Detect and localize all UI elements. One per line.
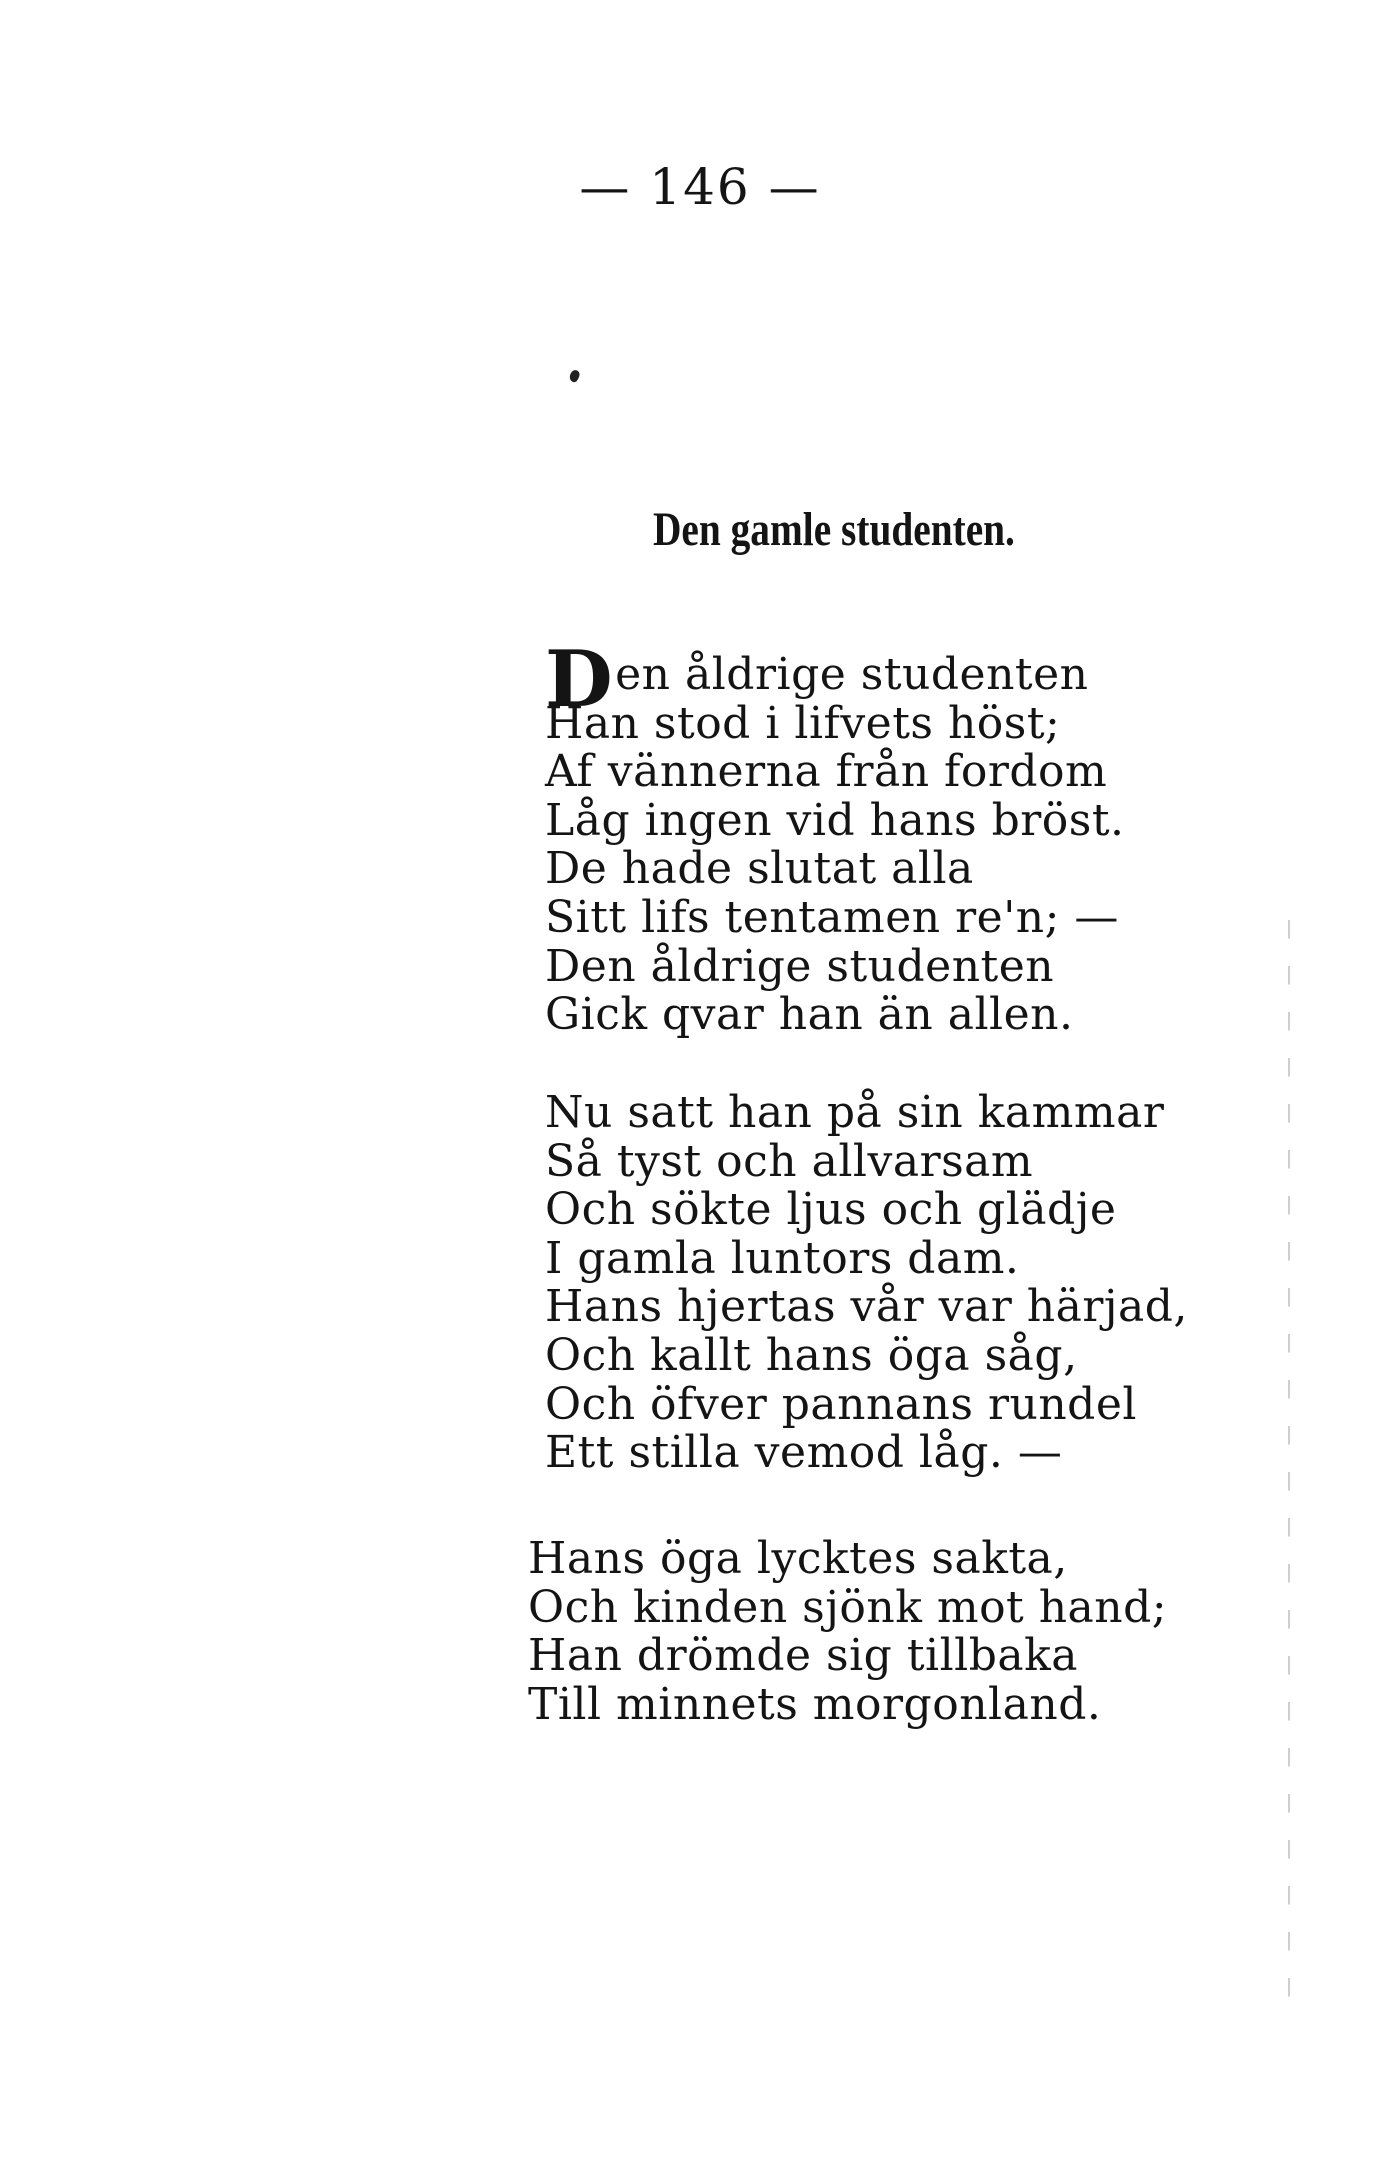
drop-cap: D — [545, 633, 614, 725]
poem-line: De hade slutat alla — [545, 843, 974, 895]
stanza-2 — [545, 1089, 1188, 1478]
poem-line: Och kinden sjönk mot hand; — [528, 1581, 1168, 1633]
poem-line: Ett stilla vemod låg. — — [545, 1427, 1063, 1479]
page-number: — 146 — — [579, 158, 821, 216]
poem-line: Nu satt han på sin kammar — [545, 1087, 1165, 1138]
poem-line: Och sökte ljus och glädje — [545, 1184, 1117, 1236]
poem-line: Låg ingen vid hans bröst. — [545, 794, 1125, 846]
poem-line: I gamla luntors dam. — [545, 1232, 1020, 1284]
poem-line: Och kallt hans öga såg, — [545, 1329, 1078, 1381]
stanza-3 — [528, 1535, 1167, 1729]
margin-scan-artifact — [1288, 920, 1290, 2020]
stanza-1 — [545, 633, 1125, 1041]
poem-line: Och öfver pannans rundel — [545, 1378, 1137, 1430]
poem-line: Så tyst och allvarsam — [545, 1135, 1034, 1187]
poem-title: Den gamle studenten. — [653, 503, 1015, 556]
poem-line: Den åldrige studenten — [545, 940, 1055, 992]
poem-line: Till minnets morgonland. — [528, 1678, 1102, 1730]
poem-line: Han drömde sig tillbaka — [528, 1630, 1079, 1682]
ink-speck — [568, 369, 581, 384]
poem-line: Hans öga lycktes sakta, — [528, 1533, 1068, 1584]
poem-line: Hans hjertas vår var härjad, — [545, 1281, 1188, 1333]
poem-line: Sitt lifs tentamen re'n; — — [545, 891, 1119, 943]
poem-line: Gick qvar han än allen. — [545, 989, 1074, 1041]
first-line-text: en åldrige studenten — [615, 649, 1089, 700]
poem-line: Han stod i lifvets höst; — [545, 697, 1061, 749]
poem-line: Af vännerna från fordom — [545, 746, 1108, 798]
